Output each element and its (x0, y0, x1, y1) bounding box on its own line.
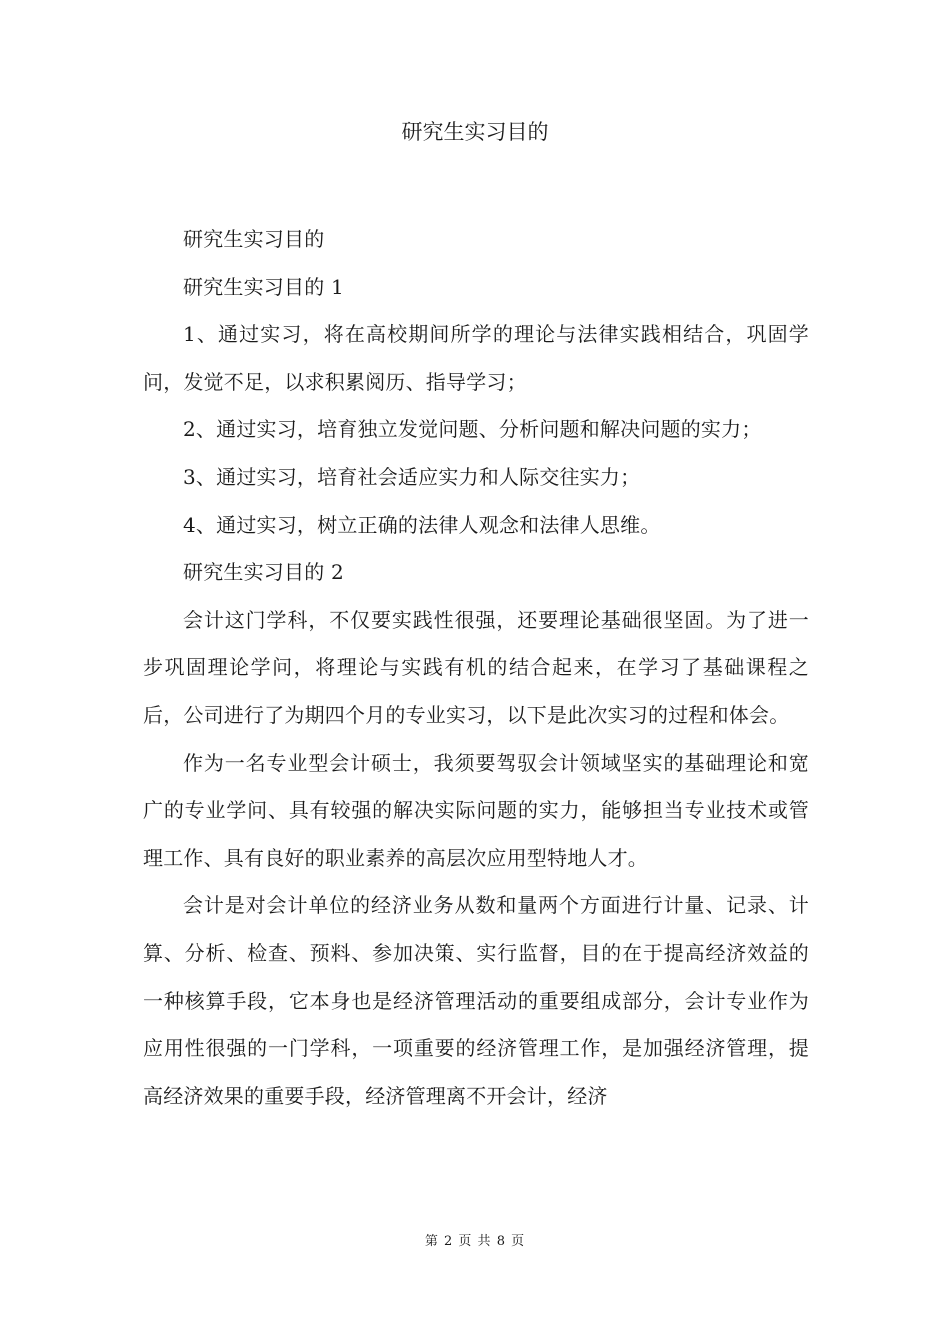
paragraph: 研究生实习目的 1 (183, 274, 344, 299)
paragraph: 研究生实习目的 2 (183, 560, 344, 585)
paragraph: 4、通过实习，树立正确的法律人观念和法律人思维。 (183, 512, 661, 537)
paragraph: 会计是对会计单位的经济业务从数和量两个方面进行计量、记录、计算、分析、检查、预料、参加决策、实行监督，目的在于提高经济效益的一种核算手段，它本身也是经济管理活动的重要组成部分，会计专业作为应用性很强的一门学科，一项重要的经济管理工作，是加强经济管理，提高经济效果的重要手段，经济管理离不开会计，经济 (143, 893, 809, 1108)
document-body (143, 216, 809, 1120)
paragraph: 研究生实习目的 (183, 227, 325, 251)
page-footer: 第 2 页 共 8 页 (424, 1234, 526, 1249)
paragraph: 会计这门学科，不仅要实践性很强，还要理论基础很坚固。为了进一步巩固理论学问，将理论与实践有机的结合起来，在学习了基础课程之后，公司进行了为期四个月的专业实习，以下是此次实习的过程和体会。 (143, 607, 809, 727)
paragraph: 1、通过实习，将在高校期间所学的理论与法律实践相结合，巩固学问，发觉不足，以求积累阅历、指导学习； (143, 322, 809, 394)
document-title: 研究生实习目的 (401, 120, 549, 144)
paragraph: 作为一名专业型会计硕士，我须要驾驭会计领域坚实的基础理论和宽广的专业学问、具有较强的解决实际问题的实力，能够担当专业技术或管理工作、具有良好的职业素养的高层次应用型特地人才。 (143, 750, 809, 870)
paragraph: 2、通过实习，培育独立发觉问题、分析问题和解决问题的实力； (183, 417, 762, 442)
paragraph: 3、通过实习，培育社会适应实力和人际交往实力； (183, 464, 641, 489)
